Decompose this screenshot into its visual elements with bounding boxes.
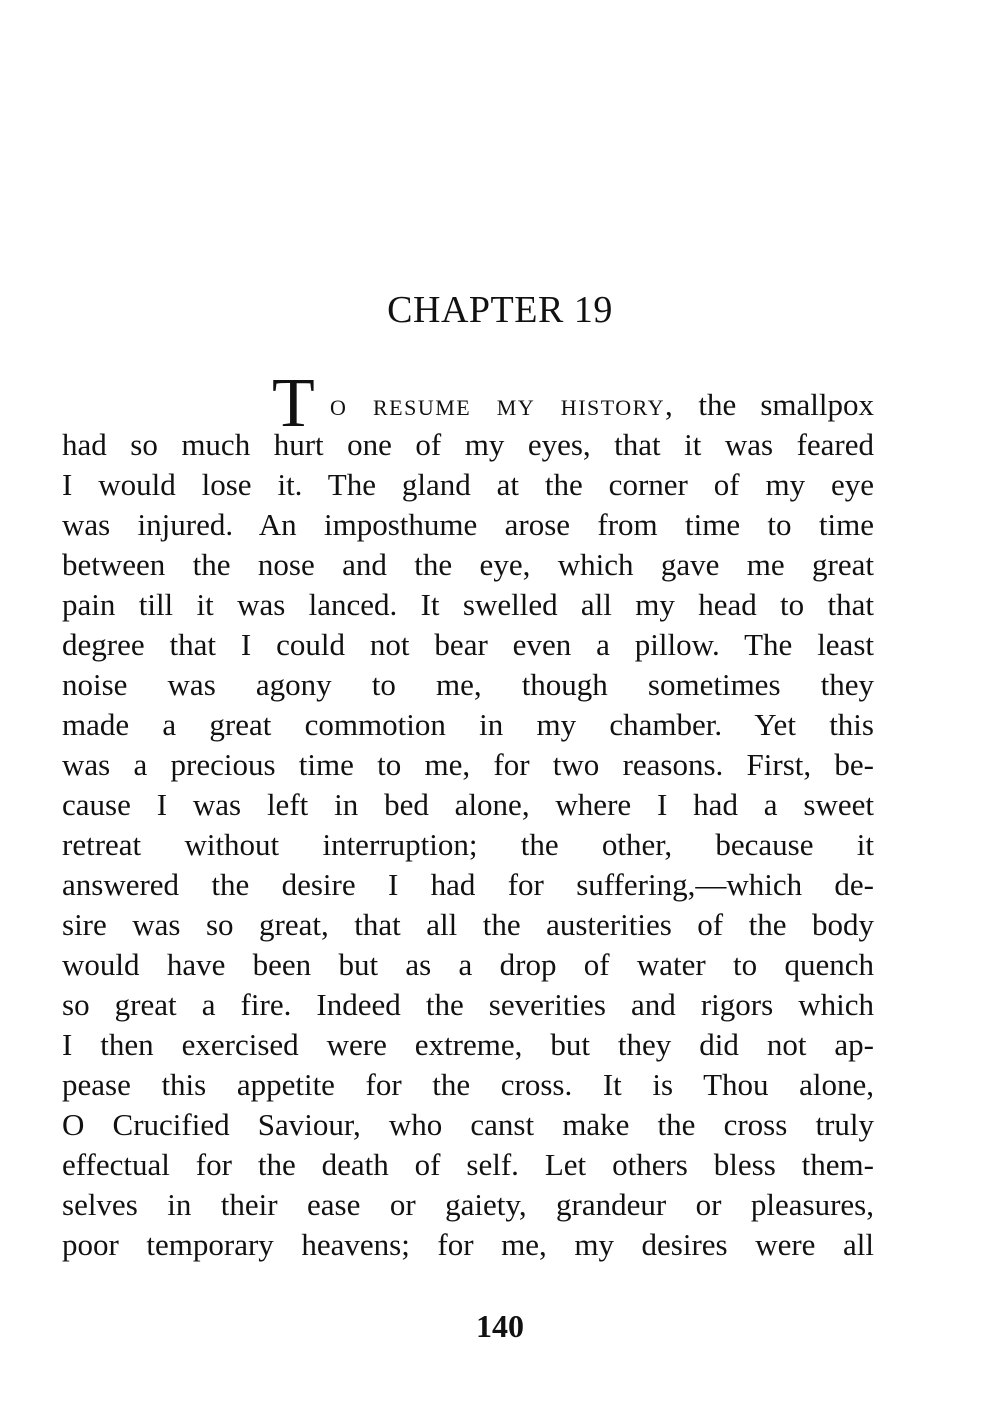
text-line: degree that I could not bear even a pillow. The least <box>62 627 874 662</box>
text-line: pease this appetite for the cross. It is Thou alone, <box>62 1067 874 1102</box>
text-line: pain till it was lanced. It swelled all my head to that <box>62 587 874 622</box>
text-line: poor temporary heavens; for me, my desires were all <box>62 1227 874 1262</box>
text-line: cause I was left in bed alone, where I had a sweet <box>62 787 874 822</box>
text-line: selves in their ease or gaiety, grandeur or pleasures, <box>62 1187 874 1222</box>
text-line-first <box>62 365 874 442</box>
chapter-number: 19 <box>573 289 613 331</box>
first-line-text <box>272 385 874 425</box>
text-line: answered the desire I had for suffering,—which de- <box>62 867 874 902</box>
text-line: O Crucified Saviour, who canst make the cross truly <box>62 1107 874 1142</box>
lead-in-small-caps: o resume my history, <box>330 387 675 422</box>
text-line: between the nose and the eye, which gave me great <box>62 547 874 582</box>
text-line: sire was so great, that all the austerities of the body <box>62 907 874 942</box>
text-line: effectual for the death of self. Let others bless them- <box>62 1147 874 1182</box>
text-line: made a great commotion in my chamber. Yet this <box>62 707 874 742</box>
chapter-heading <box>0 286 1000 334</box>
text-line: noise was agony to me, though sometimes they <box>62 667 874 702</box>
text-line: I would lose it. The gland at the corner of my eye <box>62 467 874 502</box>
text-line: was injured. An imposthume arose from time to time <box>62 507 874 542</box>
page-number: 140 <box>476 1308 524 1344</box>
text-line: had so much hurt one of my eyes, that it was feared <box>62 427 874 462</box>
text-line: I then exercised were extreme, but they did not ap- <box>62 1027 874 1062</box>
text-line: retreat without interruption; the other, because it <box>62 827 874 862</box>
text-line: was a precious time to me, for two reasons. First, be- <box>62 747 874 782</box>
text-line: would have been but as a drop of water to quench <box>62 947 874 982</box>
text-line: so great a fire. Indeed the severities and rigors which <box>62 987 874 1022</box>
first-line-rest: the smallpox <box>674 387 874 422</box>
body-paragraph <box>62 365 874 1265</box>
drop-cap: T <box>272 365 315 442</box>
chapter-label: CHAPTER <box>387 289 564 331</box>
